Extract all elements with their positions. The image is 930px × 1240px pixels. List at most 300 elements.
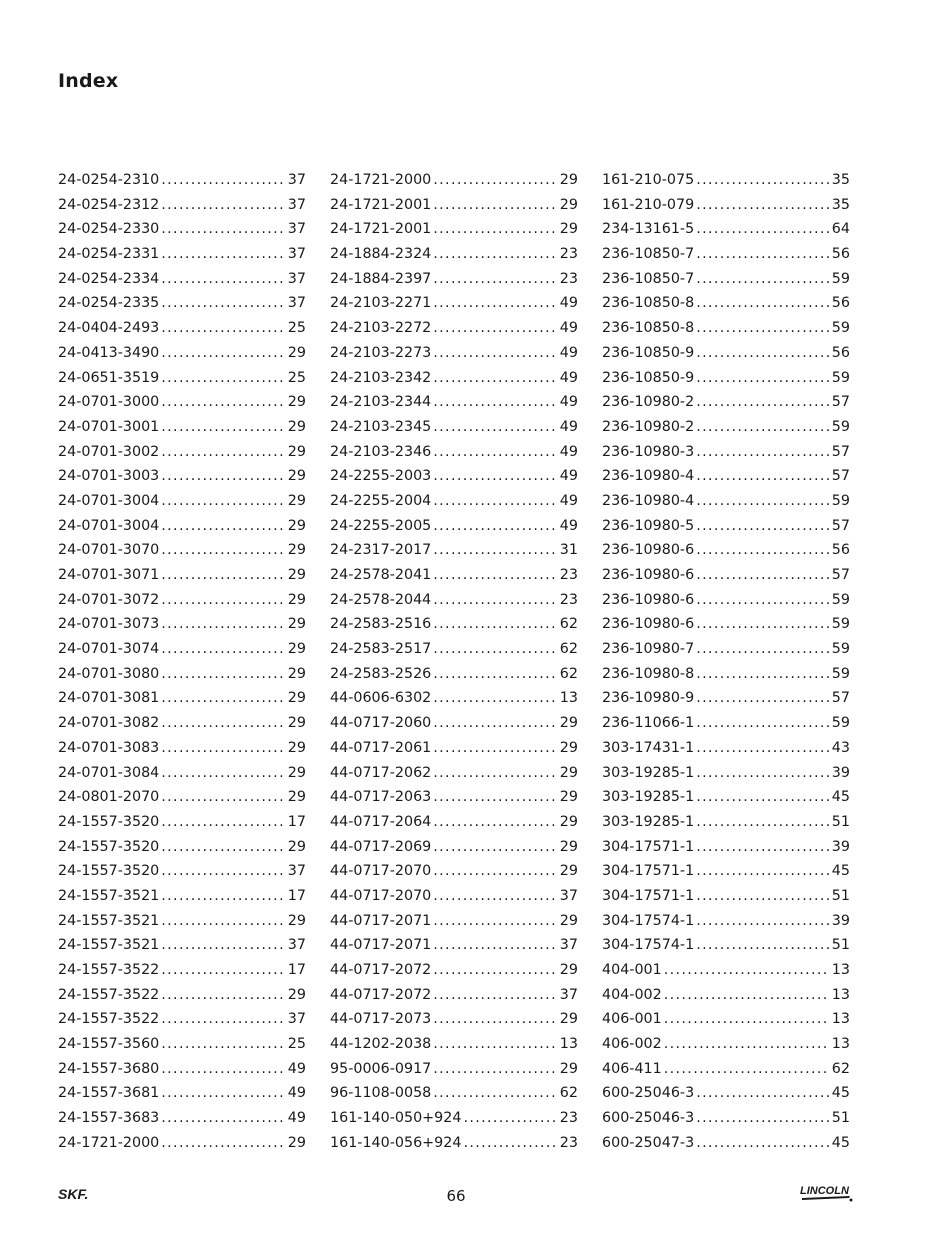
dot-leader (161, 415, 286, 440)
index-entry (58, 341, 306, 366)
dot-leader (664, 1032, 830, 1057)
index-entry (602, 538, 850, 563)
index-entry (602, 514, 850, 539)
index-entry (330, 489, 578, 514)
index-entry (602, 1007, 850, 1032)
part-number: 24-1557-3522 (58, 1011, 160, 1028)
part-number: 24-0254-2334 (58, 270, 160, 287)
dot-leader (696, 711, 830, 736)
part-number: 24-0254-2310 (58, 172, 160, 188)
page-ref: 45 (831, 789, 850, 806)
part-number: 24-1557-3560 (58, 1036, 160, 1053)
page-ref: 29 (559, 764, 578, 781)
part-number: 303-17431-1 (602, 739, 695, 756)
part-number: 24-1557-3680 (58, 1060, 160, 1077)
index-entry (58, 736, 306, 761)
dot-leader (433, 514, 558, 539)
page-ref: 29 (287, 715, 306, 732)
page-ref: 62 (559, 616, 578, 633)
part-number: 24-0701-3003 (58, 468, 160, 485)
index-entry (602, 835, 850, 860)
index-entry (58, 366, 306, 391)
dot-leader (161, 909, 286, 934)
part-number: 24-0701-3083 (58, 739, 160, 756)
part-number: 24-2583-2517 (330, 641, 432, 658)
part-number: 24-0701-3001 (58, 418, 160, 435)
part-number: 24-0701-3074 (58, 641, 160, 658)
index-entry (58, 612, 306, 637)
page-ref: 29 (287, 443, 306, 460)
dot-leader (433, 909, 558, 934)
part-number: 24-2103-2344 (330, 394, 432, 411)
index-entry (602, 859, 850, 884)
part-number: 24-1557-3520 (58, 813, 160, 830)
part-number: 236-10850-8 (602, 320, 695, 337)
index-entry (330, 1007, 578, 1032)
index-entry (58, 316, 306, 341)
page-ref: 23 (559, 1110, 578, 1127)
part-number: 24-0254-2331 (58, 246, 160, 263)
page-ref: 37 (287, 937, 306, 954)
dot-leader (696, 859, 830, 884)
part-number: 44-0717-2060 (330, 715, 432, 732)
page-ref: 49 (287, 1110, 306, 1127)
page-ref: 45 (831, 863, 850, 880)
dot-leader (433, 958, 558, 983)
page-ref: 29 (559, 1011, 578, 1028)
dot-leader (696, 267, 830, 292)
page-ref: 64 (831, 221, 850, 238)
dot-leader (433, 242, 558, 267)
dot-leader (696, 440, 830, 465)
dot-leader (161, 736, 286, 761)
part-number: 44-0717-2069 (330, 838, 432, 855)
dot-leader (161, 341, 286, 366)
index-entry (58, 711, 306, 736)
dot-leader (433, 440, 558, 465)
dot-leader (433, 291, 558, 316)
page-ref: 37 (559, 986, 578, 1003)
index-entry (602, 415, 850, 440)
page-ref: 62 (831, 1060, 850, 1077)
dot-leader (161, 242, 286, 267)
part-number: 24-2255-2005 (330, 517, 432, 534)
part-number: 24-2103-2272 (330, 320, 432, 337)
part-number: 600-25046-3 (602, 1085, 695, 1102)
part-number: 304-17571-1 (602, 838, 695, 855)
index-entry (330, 761, 578, 786)
page-ref: 13 (559, 690, 578, 707)
index-entry (330, 1131, 578, 1156)
index-entry (330, 538, 578, 563)
page-ref: 29 (559, 789, 578, 806)
page-ref: 49 (559, 369, 578, 386)
dot-leader (433, 884, 558, 909)
page-ref: 49 (559, 443, 578, 460)
page-ref: 13 (831, 986, 850, 1003)
dot-leader (696, 588, 830, 613)
part-number: 24-2317-2017 (330, 542, 432, 559)
page-ref: 37 (287, 221, 306, 238)
dot-leader (696, 168, 830, 193)
index-entry (602, 1081, 850, 1106)
dot-leader (664, 1007, 830, 1032)
part-number: 24-2103-2346 (330, 443, 432, 460)
index-entry (602, 810, 850, 835)
index-entry (602, 637, 850, 662)
dot-leader (696, 514, 830, 539)
part-number: 24-1557-3521 (58, 937, 160, 954)
dot-leader (433, 810, 558, 835)
index-entry (58, 415, 306, 440)
page-ref: 29 (559, 912, 578, 929)
index-entry (330, 464, 578, 489)
index-entry (330, 390, 578, 415)
part-number: 24-1721-2000 (58, 1134, 160, 1151)
dot-leader (161, 267, 286, 292)
page-ref: 49 (559, 492, 578, 509)
dot-leader (433, 341, 558, 366)
dot-leader (433, 637, 558, 662)
page-ref: 57 (831, 567, 850, 583)
page-ref: 37 (559, 937, 578, 954)
page-ref: 29 (287, 344, 306, 361)
dot-leader (161, 859, 286, 884)
part-number: 24-0701-3004 (58, 492, 160, 509)
index-entry (58, 291, 306, 316)
part-number: 236-10980-2 (602, 418, 695, 435)
page-ref: 29 (287, 789, 306, 806)
page-ref: 29 (559, 715, 578, 732)
part-number: 303-19285-1 (602, 789, 695, 806)
lincoln-logo-text: LINCOLN (800, 1185, 849, 1197)
part-number: 236-10850-7 (602, 270, 695, 287)
index-entry (602, 193, 850, 218)
index-entry (602, 217, 850, 242)
dot-leader (161, 1057, 286, 1082)
part-number: 44-0717-2064 (330, 813, 432, 830)
dot-leader (696, 1081, 830, 1106)
part-number: 24-2578-2044 (330, 591, 432, 608)
part-number: 304-17574-1 (602, 937, 695, 954)
page-ref: 37 (287, 270, 306, 287)
part-number: 44-0717-2073 (330, 1011, 432, 1028)
index-entry (58, 933, 306, 958)
page-ref: 13 (831, 962, 850, 978)
part-number: 236-10850-9 (602, 344, 695, 361)
part-number: 600-25046-3 (602, 1110, 695, 1127)
index-entry (602, 1032, 850, 1057)
dot-leader (161, 711, 286, 736)
part-number: 24-0701-3084 (58, 764, 160, 781)
page-ref: 57 (831, 517, 850, 534)
dot-leader (696, 538, 830, 563)
page-ref: 37 (287, 172, 306, 188)
part-number: 24-1721-2001 (330, 221, 432, 238)
index-entry (330, 168, 578, 193)
page-ref: 49 (559, 468, 578, 485)
page-ref: 29 (559, 813, 578, 830)
part-number: 44-0717-2070 (330, 887, 432, 904)
page-ref: 29 (287, 542, 306, 559)
dot-leader (433, 983, 558, 1008)
page-ref: 37 (287, 863, 306, 880)
page-title: Index (58, 70, 119, 92)
index-entry (58, 514, 306, 539)
dot-leader (161, 1106, 286, 1131)
dot-leader (433, 267, 558, 292)
dot-leader (433, 1081, 558, 1106)
dot-leader (696, 810, 830, 835)
page-ref: 56 (831, 295, 850, 312)
part-number: 24-2255-2003 (330, 468, 432, 485)
part-number: 24-1884-2324 (330, 246, 432, 263)
dot-leader (696, 637, 830, 662)
skf-logo-text: SKF. (58, 1187, 89, 1201)
dot-leader (433, 711, 558, 736)
page-ref: 29 (287, 616, 306, 633)
dot-leader (696, 933, 830, 958)
page-ref: 51 (831, 887, 850, 904)
part-number: 236-10980-6 (602, 616, 695, 633)
index-entry (58, 835, 306, 860)
page-ref: 39 (831, 764, 850, 781)
dot-leader (664, 1057, 830, 1082)
index-entry (330, 711, 578, 736)
page-ref: 29 (559, 1060, 578, 1077)
part-number: 161-140-056+924 (330, 1134, 462, 1151)
index-entry (58, 785, 306, 810)
page-ref: 29 (559, 196, 578, 213)
part-number: 236-10850-8 (602, 295, 695, 312)
part-number: 24-2578-2041 (330, 567, 432, 583)
dot-leader (161, 464, 286, 489)
index-entry (602, 933, 850, 958)
index-entry (602, 440, 850, 465)
dot-leader (433, 464, 558, 489)
page-ref: 59 (831, 492, 850, 509)
part-number: 236-10980-3 (602, 443, 695, 460)
dot-leader (161, 440, 286, 465)
index-entry (602, 785, 850, 810)
index-entry (602, 168, 850, 193)
dot-leader (433, 662, 558, 687)
dot-leader (161, 514, 286, 539)
dot-leader (696, 761, 830, 786)
part-number: 24-1557-3521 (58, 912, 160, 929)
page-ref: 29 (287, 591, 306, 608)
page-number: 66 (446, 1187, 466, 1205)
dot-leader (161, 217, 286, 242)
index-entry (58, 884, 306, 909)
index-entry (330, 859, 578, 884)
page-ref: 59 (831, 616, 850, 633)
page-ref: 23 (559, 567, 578, 583)
index-entry (58, 464, 306, 489)
part-number: 24-1721-2001 (330, 196, 432, 213)
dot-leader (161, 983, 286, 1008)
index-entry (330, 835, 578, 860)
page-ref: 39 (831, 838, 850, 855)
part-number: 24-2583-2516 (330, 616, 432, 633)
page-ref: 62 (559, 1085, 578, 1102)
part-number: 24-0404-2493 (58, 320, 160, 337)
index-entry (58, 1007, 306, 1032)
dot-leader (433, 933, 558, 958)
index-entry (58, 859, 306, 884)
dot-leader (696, 612, 830, 637)
page-ref: 29 (559, 172, 578, 188)
index-entry (602, 884, 850, 909)
page-ref: 51 (831, 813, 850, 830)
dot-leader (161, 1032, 286, 1057)
index-entry (330, 662, 578, 687)
page-ref: 29 (287, 641, 306, 658)
index-entry (330, 514, 578, 539)
index-entry (330, 366, 578, 391)
part-number: 236-10980-2 (602, 394, 695, 411)
part-number: 24-1884-2397 (330, 270, 432, 287)
page-ref: 49 (559, 394, 578, 411)
index-entry (58, 1057, 306, 1082)
page-ref: 25 (287, 320, 306, 337)
part-number: 44-0717-2070 (330, 863, 432, 880)
dot-leader (161, 835, 286, 860)
index-entry (330, 810, 578, 835)
dot-leader (161, 1081, 286, 1106)
part-number: 236-10850-7 (602, 246, 695, 263)
page-ref: 37 (287, 295, 306, 312)
index-entry (330, 1057, 578, 1082)
index-entry (602, 1131, 850, 1156)
page-ref: 49 (559, 418, 578, 435)
page-ref: 59 (831, 665, 850, 682)
page-ref: 29 (287, 468, 306, 485)
dot-leader (433, 1007, 558, 1032)
page-ref: 29 (559, 221, 578, 238)
index-entry (602, 267, 850, 292)
dot-leader (433, 859, 558, 884)
part-number: 24-0701-3081 (58, 690, 160, 707)
part-number: 236-10980-4 (602, 468, 695, 485)
part-number: 24-0254-2312 (58, 196, 160, 213)
page-ref: 35 (831, 196, 850, 213)
index-entry (58, 217, 306, 242)
page-ref: 49 (287, 1060, 306, 1077)
page-ref: 57 (831, 690, 850, 707)
dot-leader (433, 761, 558, 786)
index-entry (330, 217, 578, 242)
page-ref: 59 (831, 715, 850, 732)
page-ref: 29 (287, 394, 306, 411)
part-number: 236-10980-6 (602, 567, 695, 583)
page-ref: 29 (559, 863, 578, 880)
dot-leader (696, 785, 830, 810)
part-number: 406-411 (602, 1060, 662, 1077)
part-number: 404-001 (602, 962, 662, 978)
page-ref: 17 (287, 887, 306, 904)
index-entry (330, 193, 578, 218)
index-entry (58, 983, 306, 1008)
part-number: 24-1557-3520 (58, 838, 160, 855)
index-entry (58, 538, 306, 563)
index-entry (330, 1032, 578, 1057)
index-entry (58, 637, 306, 662)
part-number: 44-0717-2072 (330, 962, 432, 978)
index-entry (330, 958, 578, 983)
dot-leader (161, 761, 286, 786)
index-entry (602, 1106, 850, 1131)
page-ref: 56 (831, 542, 850, 559)
index-entry (602, 291, 850, 316)
part-number: 24-0651-3519 (58, 369, 160, 386)
dot-leader (696, 464, 830, 489)
part-number: 24-0254-2335 (58, 295, 160, 312)
index-entry (330, 637, 578, 662)
index-column-1 (58, 168, 306, 1156)
index-entry (330, 341, 578, 366)
dot-leader (433, 366, 558, 391)
dot-leader (664, 958, 830, 983)
index-entry (602, 1057, 850, 1082)
part-number: 44-0717-2061 (330, 739, 432, 756)
index-entry (602, 242, 850, 267)
page-ref: 59 (831, 591, 850, 608)
index-entry (330, 983, 578, 1008)
index-entry (330, 440, 578, 465)
part-number: 44-1202-2038 (330, 1036, 432, 1053)
page-ref: 59 (831, 369, 850, 386)
dot-leader (433, 588, 558, 613)
dot-leader (696, 291, 830, 316)
index-entry (330, 785, 578, 810)
index-entry (58, 1081, 306, 1106)
part-number: 234-13161-5 (602, 221, 695, 238)
part-number: 24-1557-3522 (58, 986, 160, 1003)
index-entry (58, 489, 306, 514)
dot-leader (433, 835, 558, 860)
dot-leader (433, 168, 558, 193)
page-ref: 62 (559, 665, 578, 682)
page-ref: 56 (831, 246, 850, 263)
dot-leader (696, 686, 830, 711)
dot-leader (696, 316, 830, 341)
dot-leader (161, 291, 286, 316)
dot-leader (696, 662, 830, 687)
dot-leader (161, 884, 286, 909)
dot-leader (696, 1106, 830, 1131)
dot-leader (463, 1131, 557, 1156)
dot-leader (696, 884, 830, 909)
page-ref: 29 (287, 567, 306, 583)
page-ref: 35 (831, 172, 850, 188)
page-ref: 29 (559, 962, 578, 978)
index-entry (58, 440, 306, 465)
dot-leader (161, 1131, 286, 1156)
dot-leader (161, 1007, 286, 1032)
page-ref: 29 (287, 986, 306, 1003)
part-number: 236-10980-7 (602, 641, 695, 658)
dot-leader (696, 835, 830, 860)
index-entry (58, 958, 306, 983)
page-ref: 23 (559, 246, 578, 263)
index-entry (58, 909, 306, 934)
index-entry (602, 390, 850, 415)
part-number: 404-002 (602, 986, 662, 1003)
index-entry (58, 662, 306, 687)
part-number: 44-0717-2072 (330, 986, 432, 1003)
page-ref: 45 (831, 1134, 850, 1151)
